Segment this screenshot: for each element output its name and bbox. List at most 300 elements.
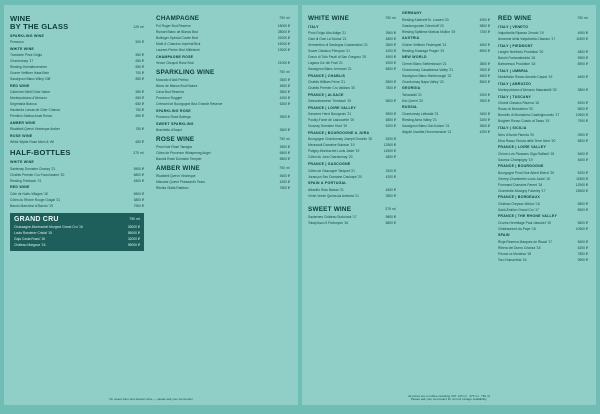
wine-name: Blanc de Blancs Brut Nature	[156, 84, 198, 89]
wine-price: 4800 ₽	[577, 50, 588, 55]
wine-item	[308, 31, 396, 35]
sparkling-rose-title: SPARKLING ROSE	[156, 108, 191, 113]
wine-name: Chianti Classico Riserva '18	[498, 101, 539, 106]
wine-price: 28000 ₽	[277, 30, 290, 34]
wine-price: 4500 ₽	[385, 187, 396, 192]
wine-item	[308, 61, 396, 65]
wine-price: 7800 ₽	[279, 186, 290, 191]
wine-name: Chambolle-Musigny Faiveley '17	[498, 188, 546, 193]
wine-name: Brunello di Montalcino Castelgiocondo '17	[498, 113, 560, 118]
wine-item	[402, 24, 490, 28]
red-spain-title: SPAIN	[498, 233, 510, 238]
wine-item	[308, 43, 396, 47]
wine-price: 650 ₽	[135, 65, 144, 70]
wine-item	[156, 180, 290, 184]
white-germany-title: GERMANY	[402, 11, 422, 15]
white-georgia-list	[402, 93, 490, 103]
wine-item	[10, 140, 144, 144]
wine-price: 4200 ₽	[385, 49, 396, 54]
wine-price: 5600 ₽	[577, 220, 588, 225]
wine-name: Greco di Tufo Feudi di San Gregorio '20	[308, 55, 367, 60]
wine-item	[10, 192, 144, 196]
wine-price: 4500 ₽	[279, 84, 290, 89]
wine-name: Veuve Clicquot Rose Brut	[156, 61, 194, 66]
wine-price: 5400 ₽	[577, 151, 588, 156]
wine-price: 4500 ₽	[385, 55, 396, 60]
wine-name: Pommard Domaine Parent '18	[498, 182, 543, 187]
wine-name: Tramonte Pinot Grigio	[10, 53, 43, 58]
wine-name: Côtes de Gascogne Tariquet '21	[308, 168, 355, 173]
wine-item	[498, 37, 588, 41]
wine-price: 4800 ₽	[385, 155, 396, 160]
wine-item	[498, 183, 588, 187]
wine-item	[156, 84, 290, 88]
left-footer	[4, 398, 298, 402]
left-column	[10, 11, 144, 251]
glass-title-line1: WINE	[10, 14, 31, 23]
wine-name: Valpolicella Ripasso Zenato '19	[498, 31, 544, 36]
wine-name: Château Greysac Médoc '16	[498, 201, 540, 206]
group-title-white-wine: WHITE WINE	[10, 159, 34, 164]
amber-heading	[156, 165, 290, 172]
wine-item	[10, 127, 144, 131]
wine-name: Pouilly-Fumé de Ladoucette '20	[308, 118, 355, 123]
wine-price: 5600 ₽	[385, 99, 396, 104]
wine-name: Sauvignon Blanc Jermann '21	[308, 67, 352, 72]
white-loire-list	[308, 112, 396, 128]
wine-name: Crozes-Hermitage Paul Jaboulet '19	[498, 220, 551, 225]
wine-item	[402, 80, 490, 84]
wine-price: 8900 ₽	[479, 48, 490, 53]
sparkling-heading	[156, 69, 290, 76]
wine-price: 3200 ₽	[479, 117, 490, 122]
champagne-title: CHAMPAGNE	[156, 15, 200, 22]
wine-price: 4600 ₽	[577, 75, 588, 80]
wine-item	[10, 198, 144, 202]
white-heading	[308, 15, 396, 22]
wine-price: 850 ₽	[135, 77, 144, 82]
wine-price: 10500 ₽	[575, 113, 588, 118]
wine-name: Prosecco	[10, 40, 24, 45]
wine-item	[498, 208, 588, 212]
rose-volume: 750 ml	[279, 137, 290, 142]
wine-item	[498, 258, 588, 262]
wine-price: 550 ₽	[135, 90, 144, 95]
white-column-2	[402, 11, 490, 134]
wine-name: Chablis Premier Cru Fourchaume '20	[10, 172, 65, 177]
wine-item	[308, 149, 396, 153]
wine-item	[156, 174, 290, 178]
wine-item	[156, 96, 290, 100]
wine-name: Bollinger Special Cuvée Brut	[156, 36, 198, 40]
wine-item	[156, 151, 290, 155]
wine-name: Côtes du Rhône Rouge Guigal '21	[10, 197, 61, 202]
wine-item	[156, 90, 290, 94]
footer-line-1: All prices are in rubles including VAT. 125 ml · 375 ml · 750 ml	[407, 393, 491, 398]
wine-name: Albariño Rías Baixas '21	[308, 187, 344, 192]
wine-price: 3200 ₽	[385, 168, 396, 173]
wine-price: 6800 ₽	[133, 172, 144, 177]
wine-name: Toro Numanthia '16	[498, 258, 527, 263]
wine-price: 5500 ₽	[385, 80, 396, 85]
wine-price: 3900 ₽	[577, 132, 588, 137]
wine-price: 3400 ₽	[479, 111, 490, 116]
wine-name: Lugana Ca' dei Frati '21	[308, 61, 343, 66]
wine-price: 18000 ₽	[277, 24, 290, 28]
group-title-red-wine: RED WINE	[10, 83, 30, 88]
left-page	[4, 5, 298, 405]
wine-price: 5200 ₽	[279, 102, 290, 107]
wine-name: Chardonnay '17	[10, 59, 34, 64]
wine-item	[14, 225, 140, 229]
wine-item	[308, 175, 396, 179]
wine-item	[156, 61, 290, 65]
wine-name: Ribera del Duero Crianza '18	[498, 246, 541, 251]
wine-name: Cava Brut Reserva	[156, 90, 184, 95]
wine-item	[308, 194, 396, 198]
wine-item	[308, 112, 396, 116]
wine-item	[402, 124, 490, 128]
wine-price: 8900 ₽	[577, 62, 588, 67]
wine-name: Rkatsiteli Qvevri Vinoteque Amber	[10, 127, 60, 132]
wine-name: Gavi di Gavi La Scolca '21	[308, 37, 347, 42]
group-title-sparkling-wine: SPARKLING WINE	[10, 33, 45, 38]
wine-price: 6500 ₽	[385, 67, 396, 72]
wine-name: Sauternes Château Suduiraut '17	[308, 214, 357, 219]
sparkling-volume: 750 ml	[279, 70, 290, 75]
wine-name: Saumur-Champigny '19	[498, 157, 533, 162]
wine-name: Côte de Nuits-Villages '18	[10, 191, 48, 196]
champagne-rose-list	[156, 61, 290, 65]
white-chablis-list	[308, 80, 396, 90]
wine-item	[308, 124, 396, 128]
wine-name: Puligny-Montrachet Louis Jadot '19	[308, 149, 360, 154]
wine-name: Priorat La Montesa '18	[498, 252, 532, 257]
group-title-red-wine: RED WINE	[10, 185, 30, 190]
red-umbria-title: ITALY | UMBRIA	[498, 68, 528, 73]
wine-item	[402, 74, 490, 78]
sparkling-title: SPARKLING WINE	[156, 69, 215, 77]
wine-price: 21000 ₽	[277, 61, 290, 66]
rose-heading	[156, 136, 290, 143]
wine-item	[14, 231, 140, 235]
wine-item	[308, 215, 396, 219]
wine-item	[498, 158, 588, 162]
group-title-amber-wine: AMBER WINE	[10, 120, 36, 125]
white-russia-list	[402, 112, 490, 134]
wine-name: Chenin Blanc Stellenbosch '21	[402, 61, 447, 66]
white-italy-list	[308, 31, 396, 71]
wine-item	[10, 179, 144, 183]
wine-price: 850 ₽	[135, 114, 144, 119]
wine-price: 5900 ₽	[385, 112, 396, 117]
wine-item	[402, 30, 490, 34]
wine-price: 95000 ₽	[127, 242, 140, 247]
white-italy-title: ITALY	[308, 24, 319, 29]
wine-name: Bolgheri Rosso Guado al Tasso '19	[498, 119, 550, 124]
wine-name: Jurançon Sec Domaine Cauhapé '20	[308, 174, 362, 179]
sweet-sparkling-list	[156, 128, 290, 132]
wine-price: 3200 ₽	[479, 92, 490, 97]
wine-item	[156, 24, 290, 28]
wine-price: 5200 ₽	[577, 170, 588, 175]
wine-item	[308, 118, 396, 122]
wine-name: Chardonnay Casablanca Valley '21	[402, 67, 454, 72]
wine-item	[402, 68, 490, 72]
wine-item	[498, 75, 588, 79]
wine-price: 5800 ₽	[279, 157, 290, 162]
white-germany-list	[402, 18, 490, 34]
wine-price: 650 ₽	[135, 59, 144, 64]
wine-price: 3800 ₽	[577, 88, 588, 93]
wine-item	[156, 48, 290, 52]
wine-price: 7800 ₽	[385, 86, 396, 91]
sweet-wine-list	[308, 215, 396, 225]
wine-price: 12900 ₽	[575, 182, 588, 187]
wine-name: Prosecco Rosé Bottega	[156, 115, 191, 120]
rose-title: ROSE WINE	[156, 136, 195, 144]
white-spain-list	[308, 188, 396, 198]
glass-title-line2: BY THE GLASS	[10, 22, 69, 31]
white-burgundy-title: FRANCE | BOURGOGNE & JURA	[308, 130, 370, 135]
wine-name: Riesling Kabinett Dr. Loosen '20	[402, 17, 449, 22]
wine-name: Langhe Nebbiolo Produttori '20	[498, 50, 544, 55]
grand-cru-volume: 750 ml	[129, 216, 140, 221]
group-title-rose-wine: ROSE WINE	[10, 133, 33, 138]
wine-item	[156, 102, 290, 106]
wine-item	[10, 77, 144, 81]
wine-name: Segretaria Branca	[10, 102, 37, 107]
wine-name: Pinot Grigio Alto Adige '21	[308, 31, 347, 36]
wine-name: Moscato d'Asti Perlino	[156, 78, 189, 83]
wine-name: Rioja Reserva Marqués de Riscal '17	[498, 240, 553, 245]
wine-name: Barbaresco Produttori '18	[498, 62, 536, 67]
wine-price: 9500 ₽	[577, 56, 588, 61]
glass-volume: 125 ml	[133, 25, 144, 29]
wine-price: 6200 ₽	[385, 124, 396, 129]
wine-item	[308, 169, 396, 173]
wine-price: 3600 ₽	[385, 43, 396, 48]
wine-item	[156, 186, 290, 190]
wine-name: Gevrey-Chambertin Louis Jadot '18	[498, 176, 550, 181]
wine-item	[308, 143, 396, 147]
wine-item	[156, 42, 290, 46]
amber-title: AMBER WINE	[156, 165, 200, 173]
wine-item	[498, 31, 588, 35]
wine-price: 22000 ₽	[277, 36, 290, 40]
wine-price: 700 ₽	[135, 71, 144, 76]
wine-price: 4500 ₽	[133, 178, 144, 183]
wine-item	[10, 167, 144, 171]
wine-name: Tsinandali '21	[402, 92, 422, 97]
wine-price: 15500 ₽	[575, 188, 588, 193]
wine-price: 85000 ₽	[127, 230, 140, 235]
footer-line-2: Please ask your sommelier for current vintage availability.	[410, 397, 488, 402]
white-russia-title: RUSSIA	[402, 105, 417, 110]
wine-price: 4200 ₽	[385, 174, 396, 179]
wine-name: Grauburgunder Dönnhoff '20	[402, 23, 444, 28]
wine-price: 9900 ₽	[577, 258, 588, 263]
red-heading	[498, 15, 588, 22]
glass-groups	[10, 34, 144, 145]
wine-name: Côtes du Jura Chardonnay '20	[308, 155, 353, 160]
wine-item	[498, 62, 588, 66]
wine-price: 8900 ₽	[577, 207, 588, 212]
wine-name: Saint-Émilion Grand Cru '17	[498, 207, 539, 212]
half-groups	[10, 160, 144, 208]
wine-price: 550 ₽	[135, 53, 144, 58]
white-austria-title: AUSTRIA	[402, 36, 420, 41]
wine-name: Louis Roederer Cristal '15	[14, 230, 53, 235]
wine-item	[10, 90, 144, 94]
sweet-wine-volume: 375 ml	[385, 206, 396, 211]
wine-name: Vermentino di Sardegna Costamolino '21	[308, 43, 368, 48]
wine-price: 4800 ₽	[385, 37, 396, 42]
wine-item	[308, 155, 396, 159]
champagne-rose-title: CHAMPAGNE ROSE	[156, 54, 194, 59]
wine-name: Gewurztraminer Trimbach '19	[308, 99, 352, 104]
wine-price: 11800 ₽	[576, 176, 588, 181]
wine-price: 5500 ₽	[133, 166, 144, 171]
wine-item	[308, 37, 396, 41]
wine-item	[156, 115, 290, 119]
wine-price: 7800 ₽	[577, 252, 588, 257]
wine-item	[498, 139, 588, 143]
wine-name: Crémant de Bourgogne Brut Grande Réserve	[156, 102, 223, 107]
wine-price: 12500 ₽	[383, 143, 396, 148]
wine-item	[10, 59, 144, 63]
half-title: HALF-BOTTLES	[10, 148, 71, 158]
red-piedmont-title: ITALY | PIEDMONT	[498, 43, 533, 48]
wine-name: Bourgogne Pinot Noir Albert Bichot '20	[498, 170, 555, 175]
half-heading	[10, 149, 144, 157]
wine-price: 6500 ₽	[279, 151, 290, 156]
white-alsace-list	[308, 99, 396, 103]
white-column	[308, 11, 396, 225]
wine-item	[498, 107, 588, 111]
wine-price: 3900 ₽	[279, 115, 290, 120]
wine-name: Grüner Veltliner Federspiel '21	[402, 42, 447, 47]
wine-price: 6800 ₽	[385, 118, 396, 123]
wine-name: Etna Rosso Tenuta delle Terre Nere '20	[498, 138, 556, 143]
champagne-heading	[156, 15, 290, 22]
red-bourgogne-title: FRANCE | BOURGOGNE	[498, 164, 544, 169]
wine-item	[10, 173, 144, 177]
red-tuscany-title: ITALY | TUSCANY	[498, 94, 532, 99]
wine-price: 3900 ₽	[479, 98, 490, 103]
wine-name: Bandol Rosé Domaine Tempier	[156, 157, 202, 162]
red-rhone-title: FRANCE | THE RHONE VALLEY	[498, 214, 558, 219]
wine-price: 4600 ₽	[479, 73, 490, 78]
wine-name: Mtsvane Qvevri Pheasant's Tears	[156, 180, 205, 185]
wine-item	[402, 18, 490, 22]
grand-cru-box	[10, 213, 144, 251]
wine-name: Bourgogne Chardonnay Joseph Drouhin '20	[308, 137, 373, 142]
wine-item	[10, 40, 144, 44]
wine-price: 3600 ₽	[279, 128, 290, 133]
wine-name: Sauvignon Blanc Gai-Kodzor '21	[402, 123, 450, 128]
wine-name: Montefalco Rosso Arnaldo Caprai '19	[498, 75, 553, 80]
wine-price: 650 ₽	[135, 96, 144, 101]
wine-item	[498, 202, 588, 206]
wine-name: Prosecco Ruggeri	[156, 96, 183, 101]
red-bordeaux-title: FRANCE | BORDEAUX	[498, 195, 540, 200]
wine-name: Côtes de Provence Whispering Angel	[156, 151, 211, 156]
wine-name: Rkatsiteli Qvevri Vinoteque	[156, 174, 196, 179]
wine-price: 3500 ₽	[385, 193, 396, 198]
right-footer	[302, 395, 596, 402]
amber-list	[156, 174, 290, 190]
white-nw-list	[402, 62, 490, 84]
sparkling-rose-list	[156, 115, 290, 119]
wine-item	[498, 177, 588, 181]
wine-name: Riesling Trimbach '21	[10, 178, 42, 183]
wine-name: Pol Roger Brut Réserve	[156, 24, 191, 28]
wine-price: 5200 ₽	[385, 137, 396, 142]
wine-name: Vinho Verde Quinta da Aveleda '21	[308, 193, 359, 198]
wine-price: 8600 ₽	[385, 220, 396, 225]
wine-item	[14, 237, 140, 241]
wine-item	[498, 152, 588, 156]
wine-name: Vouvray Domaine Huet '19	[308, 124, 348, 129]
red-title: RED WINE	[498, 15, 532, 22]
wine-name: Meursault Domaine Buisson '19	[308, 143, 355, 148]
wine-item	[402, 99, 490, 103]
wine-item	[498, 221, 588, 225]
wine-item	[402, 118, 490, 122]
champagne-volume: 750 ml	[279, 16, 290, 20]
red-loire-title: FRANCE | LOIRE VALLEY	[498, 145, 547, 150]
wine-item	[308, 221, 396, 225]
grand-cru-title: GRAND CRU	[14, 215, 59, 223]
wine-name: Gaja Costa Russi '18	[14, 236, 45, 241]
wine-item	[10, 65, 144, 69]
wine-name: Riesling Spätlese Markus Molitor '19	[402, 29, 456, 34]
wine-price: 4200 ₽	[279, 180, 290, 185]
wine-price: 4200 ₽	[479, 129, 490, 134]
right-page	[302, 5, 596, 405]
wine-item	[498, 189, 588, 193]
wine-price: 4600 ₽	[479, 42, 490, 47]
wine-name: Brachetto d'Acqui	[156, 128, 182, 133]
wine-item	[308, 80, 396, 84]
wine-name: Chablis Premier Cru Vaillons '20	[308, 86, 356, 91]
wine-name: Pinot Noir Rosé Tanagra	[156, 145, 192, 150]
wine-price: 3600 ₽	[279, 174, 290, 179]
wine-name: Cabernet Sebili Dute Sabre	[10, 90, 51, 95]
wine-price: 750 ₽	[135, 127, 144, 132]
wine-name: Châteauneuf-du-Pape '18	[498, 226, 536, 231]
wine-name: Sauvignon Blanc Marlborough '22	[402, 73, 452, 78]
white-volume: 750 ml	[385, 16, 396, 20]
wine-price: 5200 ₽	[385, 61, 396, 66]
right-column	[156, 11, 290, 190]
wine-price: 7200 ₽	[479, 29, 490, 34]
wine-item	[498, 101, 588, 105]
wine-name: Sancerre Henri Bourgeois '21	[308, 112, 352, 117]
wine-name: Laurent-Perrier Brut Millésimé	[156, 48, 200, 52]
white-gascony-list	[308, 169, 396, 179]
wine-price: 9800 ₽	[385, 214, 396, 219]
wine-name: Montepulciano d'Abruzzo Masciarelli '20	[498, 88, 557, 93]
wine-name: Ruinart Blanc de Blancs Brut	[156, 30, 199, 34]
wine-price: 16000 ₽	[277, 42, 290, 46]
wine-price: 8500 ₽	[479, 79, 490, 84]
wine-price: 6500 ₽	[133, 191, 144, 196]
wine-item	[156, 36, 290, 40]
wine-name: Chassagne-Montrachet Morgeot Grand Cru '16	[14, 224, 83, 229]
wine-item	[308, 49, 396, 53]
